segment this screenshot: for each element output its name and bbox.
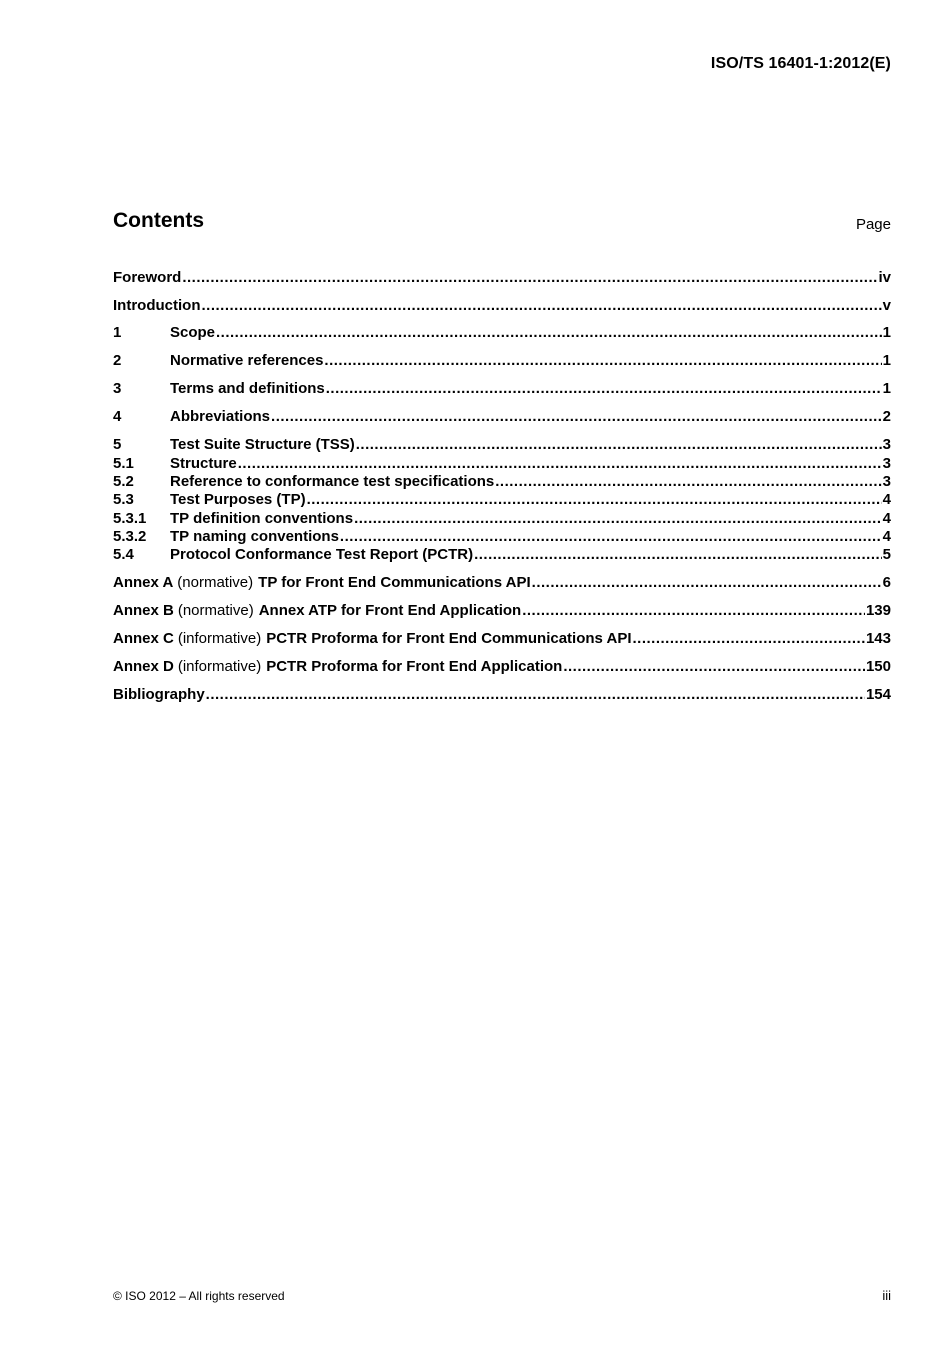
toc-title: Foreword [113, 269, 182, 286]
toc-page: 4 [882, 510, 891, 527]
toc-page: 3 [882, 455, 891, 472]
dot-leader [216, 323, 882, 343]
toc-title: Test Purposes (TP) [170, 491, 306, 508]
toc-entry-5[interactable] [113, 435, 891, 455]
toc-page: 3 [882, 436, 891, 453]
dot-leader [356, 435, 882, 455]
toc-number: 2 [113, 352, 122, 369]
dot-leader [206, 685, 865, 705]
copyright-notice: © ISO 2012 – All rights reserved [113, 1289, 285, 1303]
annex-label: Annex B [113, 602, 174, 619]
toc-title: Structure [170, 455, 237, 472]
annex-label: Annex C [113, 630, 174, 647]
toc-page: 6 [882, 574, 891, 591]
toc-number: 5.2 [113, 473, 134, 490]
dot-leader [182, 268, 877, 288]
toc-number: 5.3 [113, 491, 134, 508]
toc-page: 1 [882, 324, 891, 341]
dot-leader [324, 351, 881, 371]
toc-number: 5.3.1 [113, 510, 147, 527]
toc-entry-foreword[interactable] [113, 268, 891, 288]
toc-title: Annex ATP for Front End Application [258, 602, 522, 619]
dot-leader [354, 509, 882, 529]
toc-entry-5-1[interactable] [113, 454, 891, 474]
toc-title: PCTR Proforma for Front End Application [266, 658, 563, 675]
toc-page: v [882, 297, 891, 314]
toc-number: 5.1 [113, 455, 134, 472]
toc-title: Normative references [170, 352, 324, 369]
toc-number: 3 [113, 380, 122, 397]
toc-page: 1 [882, 380, 891, 397]
annex-kind: (informative) [177, 630, 262, 647]
toc-title: Protocol Conformance Test Report (PCTR) [170, 546, 474, 563]
annex-label: Annex A [113, 574, 174, 591]
dot-leader [201, 296, 881, 316]
toc-title: TP for Front End Communications API [258, 574, 531, 591]
annex-kind: (normative) [177, 574, 254, 591]
toc-page: iv [878, 269, 891, 286]
toc-entry-bibliography[interactable] [113, 685, 891, 705]
toc-number: 5.4 [113, 546, 134, 563]
toc-number: 5.3.2 [113, 528, 147, 545]
dot-leader [495, 472, 881, 492]
toc-entry-4[interactable] [113, 407, 891, 427]
dot-leader [474, 545, 882, 565]
toc-entry-3[interactable] [113, 379, 891, 399]
dot-leader [563, 657, 865, 677]
toc-entry-introduction[interactable] [113, 296, 891, 316]
document-identifier: ISO/TS 16401-1:2012(E) [710, 55, 891, 72]
toc-entry-5-2[interactable] [113, 472, 891, 492]
toc-page: 143 [865, 630, 891, 647]
dot-leader [271, 407, 882, 427]
toc-entry-5-3[interactable] [113, 490, 891, 510]
annex-label: Annex D [113, 658, 174, 675]
toc-title: Scope [170, 324, 216, 341]
toc-entry-annex-d[interactable] [113, 657, 891, 677]
dot-leader [532, 573, 882, 593]
toc-page: 3 [882, 473, 891, 490]
toc-title: Abbreviations [170, 408, 271, 425]
toc-title: TP definition conventions [170, 510, 354, 527]
dot-leader [633, 629, 865, 649]
toc-title: TP naming conventions [170, 528, 339, 545]
toc-page: 150 [865, 658, 891, 675]
toc-entry-5-4[interactable] [113, 545, 891, 565]
toc-page: 139 [865, 602, 891, 619]
annex-kind: (normative) [177, 602, 254, 619]
toc-page: 5 [882, 546, 891, 563]
toc-number: 5 [113, 436, 122, 453]
toc-title: PCTR Proforma for Front End Communications API [266, 630, 632, 647]
page-number: iii [882, 1288, 891, 1303]
dot-leader [340, 527, 882, 547]
toc-page: 4 [882, 528, 891, 545]
toc-entry-annex-b[interactable] [113, 601, 891, 621]
dot-leader [307, 490, 882, 510]
dot-leader [522, 601, 865, 621]
toc-title: Test Suite Structure (TSS) [170, 436, 355, 453]
toc-page: 2 [882, 408, 891, 425]
annex-kind: (informative) [177, 658, 262, 675]
toc-page: 154 [865, 686, 891, 703]
toc-entry-5-3-1[interactable] [113, 509, 891, 529]
toc-entry-2[interactable] [113, 351, 891, 371]
toc-title: Terms and definitions [170, 380, 325, 397]
toc-entry-annex-a[interactable] [113, 573, 891, 593]
toc-page: 1 [882, 352, 891, 369]
toc-entry-annex-c[interactable] [113, 629, 891, 649]
page-column-label: Page [855, 216, 891, 233]
contents-heading: Contents [113, 209, 204, 232]
dot-leader [238, 454, 882, 474]
toc-title: Reference to conformance test specifications [170, 473, 495, 490]
toc-number: 4 [113, 408, 122, 425]
toc-entry-5-3-2[interactable] [113, 527, 891, 547]
dot-leader [326, 379, 882, 399]
toc-title: Introduction [113, 297, 201, 314]
toc-number: 1 [113, 324, 122, 341]
toc-page: 4 [882, 491, 891, 508]
toc-entry-1[interactable] [113, 323, 891, 343]
toc-title: Bibliography [113, 686, 205, 703]
